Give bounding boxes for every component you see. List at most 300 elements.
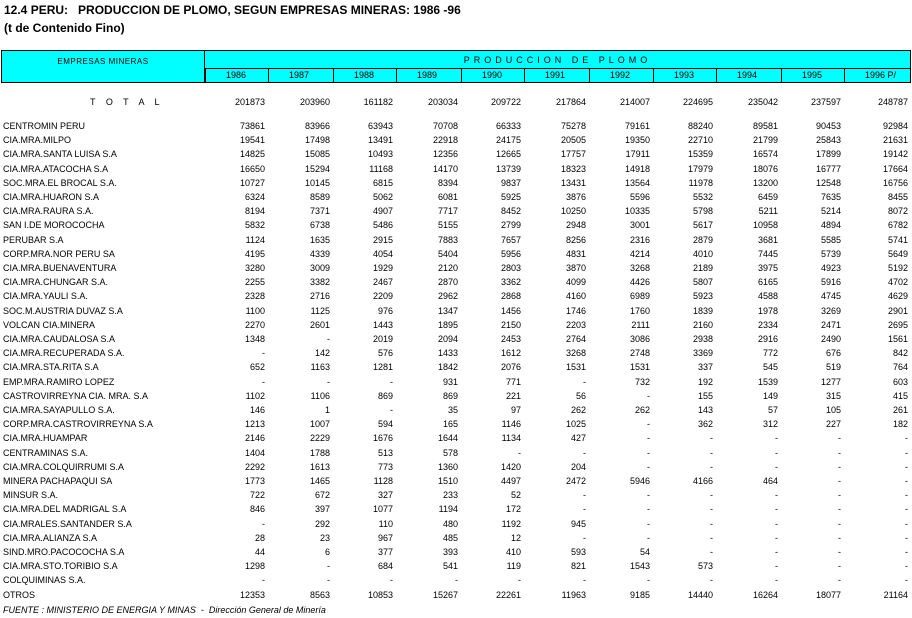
total-value: 235042 <box>747 97 778 107</box>
company-name: CIA.MRA.CHUNGAR S.A. <box>3 277 109 287</box>
table-cell: 1788 <box>309 448 330 458</box>
table-cell: 9185 <box>629 590 650 600</box>
table-cell: 2601 <box>309 320 330 330</box>
company-name: CIA.MRA.STA.RITA S.A <box>3 362 99 372</box>
table-cell: 21631 <box>882 135 908 145</box>
table-cell: 2870 <box>437 277 458 287</box>
table-cell: - <box>583 448 586 458</box>
table-cell: 4497 <box>500 476 521 486</box>
table-cell: 545 <box>762 362 778 372</box>
table-cell: 5946 <box>629 476 650 486</box>
company-name: CENTROMIN PERU <box>3 121 86 131</box>
table-cell: 362 <box>697 419 713 429</box>
table-cell: 233 <box>442 490 458 500</box>
table-cell: 182 <box>892 419 908 429</box>
table-cell: 5062 <box>372 192 393 202</box>
table-cell: 2467 <box>372 277 393 287</box>
header-years-row <box>205 69 911 83</box>
table-cell: 2901 <box>887 306 908 316</box>
year-header: 1992 <box>589 69 653 82</box>
table-cell: - <box>905 448 908 458</box>
table-cell: 2799 <box>500 220 521 230</box>
table-cell: 842 <box>892 348 908 358</box>
table-cell: 1839 <box>692 306 713 316</box>
year-header: 1995 <box>781 69 844 82</box>
table-cell: - <box>710 448 713 458</box>
table-cell: - <box>710 547 713 557</box>
table-cell: - <box>327 334 330 344</box>
table-cell: - <box>838 561 841 571</box>
year-header: 1991 <box>524 69 589 82</box>
table-cell: 397 <box>314 504 330 514</box>
company-name: SAN I.DE MOROCOCHA <box>3 220 105 230</box>
table-cell: - <box>262 377 265 387</box>
table-cell: - <box>775 519 778 529</box>
table-cell: - <box>583 504 586 514</box>
company-name: CIA.MRA.HUAMPAR <box>3 433 88 443</box>
table-cell: 4160 <box>565 291 586 301</box>
table-cell: 17664 <box>882 164 908 174</box>
table-cell: 4339 <box>309 249 330 259</box>
year-header: 1988 <box>333 69 396 82</box>
table-cell: 19142 <box>882 149 908 159</box>
table-cell: - <box>583 490 586 500</box>
table-cell: 464 <box>762 476 778 486</box>
table-cell: 3269 <box>820 306 841 316</box>
table-cell: 1077 <box>372 504 393 514</box>
table-cell: - <box>710 575 713 585</box>
table-cell: 4166 <box>692 476 713 486</box>
year-header: 1987 <box>268 69 333 82</box>
table-cell: 1102 <box>245 391 265 401</box>
table-cell: 1443 <box>372 320 393 330</box>
table-cell: 262 <box>634 405 650 415</box>
table-cell: 1100 <box>245 306 265 316</box>
table-cell: 821 <box>570 561 586 571</box>
table-cell: 2334 <box>757 320 778 330</box>
table-cell: 66333 <box>495 121 521 131</box>
total-value: 217864 <box>555 97 586 107</box>
table-cell: 18323 <box>560 164 586 174</box>
table-cell: 2019 <box>372 334 393 344</box>
table-cell: 79161 <box>624 121 650 131</box>
table-cell: - <box>838 504 841 514</box>
table-cell: - <box>775 561 778 571</box>
table-cell: 1007 <box>309 419 330 429</box>
total-value: 201873 <box>234 97 265 107</box>
table-cell: 10958 <box>752 220 778 230</box>
total-value: 224695 <box>682 97 713 107</box>
table-cell: 846 <box>249 504 265 514</box>
table-cell: 3268 <box>629 263 650 273</box>
table-cell: 5617 <box>692 220 713 230</box>
table-cell: 603 <box>892 377 908 387</box>
table-cell: 337 <box>697 362 713 372</box>
table-cell: 1277 <box>820 377 841 387</box>
table-cell: - <box>583 533 586 543</box>
table-cell: 24175 <box>495 135 521 145</box>
table-cell: 519 <box>825 362 841 372</box>
table-cell: - <box>647 448 650 458</box>
table-cell: - <box>327 561 330 571</box>
table-cell: 10250 <box>560 206 586 216</box>
table-cell: 967 <box>377 533 393 543</box>
table-cell: 172 <box>505 504 521 514</box>
table-cell: 1281 <box>372 362 393 372</box>
company-name: CIA.MRA.HUARON S.A <box>3 192 100 202</box>
table-cell: 2160 <box>692 320 713 330</box>
table-cell: 1760 <box>629 306 650 316</box>
table-cell: 480 <box>442 519 458 529</box>
table-cell: 312 <box>762 419 778 429</box>
table-cell: 16650 <box>239 164 265 174</box>
table-cell: 2203 <box>565 320 586 330</box>
table-cell: - <box>710 462 713 472</box>
table-cell: 18077 <box>815 590 841 600</box>
table-cell: 485 <box>442 533 458 543</box>
table-cell: 13431 <box>560 178 586 188</box>
total-label: T O T A L <box>90 97 164 107</box>
table-cell: 8194 <box>244 206 265 216</box>
table-cell: 262 <box>570 405 586 415</box>
year-header: 1989 <box>396 69 461 82</box>
table-cell: 5404 <box>437 249 458 259</box>
table-cell: 14918 <box>624 164 650 174</box>
table-cell: 8072 <box>887 206 908 216</box>
table-cell: 5832 <box>244 220 265 230</box>
table-cell: 5192 <box>887 263 908 273</box>
table-cell: 7445 <box>757 249 778 259</box>
table-cell: 12665 <box>495 149 521 159</box>
table-cell: 11963 <box>561 590 586 600</box>
table-cell: 652 <box>249 362 265 372</box>
table-cell: - <box>838 433 841 443</box>
table-cell: 5155 <box>437 220 458 230</box>
total-value: 203034 <box>427 97 458 107</box>
table-cell: 1404 <box>244 448 265 458</box>
table-cell: 1929 <box>372 263 393 273</box>
table-cell: - <box>583 377 586 387</box>
table-cell: - <box>775 547 778 557</box>
table-cell: - <box>583 575 586 585</box>
table-cell: 2962 <box>437 291 458 301</box>
table-cell: 2748 <box>629 348 650 358</box>
table-cell: 88240 <box>687 121 713 131</box>
page-title: 12.4 PERU: PRODUCCION DE PLOMO, SEGUN EMPRESAS MINERAS: 1986 -96 <box>4 3 461 17</box>
total-value: 214007 <box>619 97 650 107</box>
table-cell: 5916 <box>820 277 841 287</box>
company-name: EMP.MRA.RAMIRO LOPEZ <box>3 377 115 387</box>
table-cell: 6738 <box>309 220 330 230</box>
table-cell: 5585 <box>820 235 841 245</box>
table-cell: - <box>775 504 778 514</box>
table-cell: 13200 <box>752 178 778 188</box>
table-cell: 105 <box>825 405 841 415</box>
table-cell: 2938 <box>692 334 713 344</box>
table-cell: 17979 <box>687 164 713 174</box>
table-cell: 22261 <box>495 590 521 600</box>
table-cell: 1895 <box>437 320 458 330</box>
table-cell: 773 <box>377 462 393 472</box>
table-cell: 976 <box>377 306 393 316</box>
table-cell: 13564 <box>624 178 650 188</box>
table-cell: 2453 <box>500 334 521 344</box>
table-cell: 1128 <box>373 476 393 486</box>
company-name: CIA.MRA.RECUPERADA S.A. <box>3 348 125 358</box>
table-cell: 1298 <box>244 561 265 571</box>
table-cell: 44 <box>254 547 265 557</box>
table-cell: 19350 <box>624 135 650 145</box>
year-header: 1986 <box>205 69 268 82</box>
table-cell: 2146 <box>244 433 265 443</box>
table-cell: - <box>518 448 521 458</box>
table-cell: 1773 <box>244 476 265 486</box>
table-cell: 2471 <box>820 320 841 330</box>
table-cell: 143 <box>697 405 713 415</box>
table-cell: 17911 <box>625 149 650 159</box>
table-cell: 89581 <box>752 121 778 131</box>
table-cell: 4894 <box>820 220 841 230</box>
company-name: CENTRAMINAS S.A. <box>3 448 89 458</box>
table-cell: 16574 <box>752 149 778 159</box>
table-cell: 1025 <box>565 419 586 429</box>
table-cell: 4099 <box>565 277 586 287</box>
table-cell: 4745 <box>820 291 841 301</box>
table-cell: 1 <box>324 405 330 415</box>
table-cell: 594 <box>377 419 393 429</box>
table-cell: - <box>905 561 908 571</box>
table-cell: 772 <box>762 348 778 358</box>
table-cell: 17899 <box>815 149 841 159</box>
company-name: CORP.MRA.NOR PERU SA <box>3 249 115 259</box>
table-cell: 6165 <box>757 277 778 287</box>
company-name: SIND.MRO.PACOCOCHA S.A <box>3 547 125 557</box>
table-cell: 10145 <box>304 178 330 188</box>
table-cell: 4588 <box>757 291 778 301</box>
table-cell: - <box>647 462 650 472</box>
table-cell: - <box>775 533 778 543</box>
company-name: MINERA PACHAPAQUI SA <box>3 476 113 486</box>
table-cell: 56 <box>575 391 586 401</box>
table-cell: 576 <box>377 348 393 358</box>
table-cell: 6989 <box>629 291 650 301</box>
table-cell: 1531 <box>629 362 650 372</box>
table-cell: 1106 <box>310 391 330 401</box>
total-value: 203960 <box>299 97 330 107</box>
page-subtitle: (t de Contenido Fino) <box>4 21 125 35</box>
table-cell: 2150 <box>500 320 521 330</box>
company-name: MINSUR S.A. <box>3 490 59 500</box>
table-cell: 1842 <box>437 362 458 372</box>
company-name: CIA.MRA.CAUDALOSA S.A <box>3 334 116 344</box>
table-cell: 1676 <box>372 433 393 443</box>
table-cell: 4426 <box>629 277 650 287</box>
table-cell: 2255 <box>244 277 265 287</box>
table-cell: - <box>647 391 650 401</box>
company-name: SOC.M.AUSTRIA DUVAZ S.A <box>3 306 123 316</box>
table-cell: 149 <box>762 391 778 401</box>
table-cell: 3870 <box>565 263 586 273</box>
table-cell: 945 <box>570 519 586 529</box>
table-cell: 17498 <box>304 135 330 145</box>
table-cell: 327 <box>377 490 393 500</box>
table-cell: 6782 <box>887 220 908 230</box>
company-name: CIA.MRA.ALIANZA S.A <box>3 533 98 543</box>
table-cell: 7717 <box>437 206 458 216</box>
table-cell: 1348 <box>244 334 265 344</box>
table-cell: 15267 <box>432 590 458 600</box>
table-cell: - <box>390 575 393 585</box>
table-cell: 10493 <box>367 149 393 159</box>
table-cell: 7371 <box>309 206 330 216</box>
total-value: 209722 <box>490 97 521 107</box>
table-cell: 73861 <box>239 121 265 131</box>
table-cell: 4054 <box>372 249 393 259</box>
company-name: CIA.MRA.STO.TORIBIO S.A <box>3 561 118 571</box>
company-name: CIA.MRA.BUENAVENTURA <box>3 263 117 273</box>
table-cell: 2916 <box>757 334 778 344</box>
table-cell: 6 <box>324 547 330 557</box>
company-name: SOC.MRA.EL BROCAL S.A. <box>3 178 117 188</box>
table-cell: - <box>905 490 908 500</box>
table-cell: 4195 <box>244 249 265 259</box>
table-cell: - <box>390 377 393 387</box>
year-header: 1994 <box>716 69 781 82</box>
table-cell: 676 <box>825 348 841 358</box>
table-cell: 1746 <box>565 306 586 316</box>
table-cell: 2695 <box>887 320 908 330</box>
company-name: CIA.MRA.MILPO <box>3 135 72 145</box>
table-cell: 12353 <box>239 590 265 600</box>
table-cell: 1978 <box>757 306 778 316</box>
table-cell: 869 <box>442 391 458 401</box>
table-cell: 16756 <box>882 178 908 188</box>
table-cell: 54 <box>639 547 650 557</box>
header-production-label: PRODUCCION DE PLOMO <box>463 55 652 65</box>
table-cell: 57 <box>767 405 778 415</box>
table-cell: - <box>647 490 650 500</box>
table-cell: 5596 <box>629 192 650 202</box>
table-cell: 204 <box>570 462 586 472</box>
table-cell: 3001 <box>629 220 650 230</box>
table-cell: 684 <box>377 561 393 571</box>
table-cell: 16264 <box>752 590 778 600</box>
table-cell: 1635 <box>309 235 330 245</box>
table-cell: 1531 <box>565 362 586 372</box>
table-cell: - <box>905 533 908 543</box>
table-cell: 2716 <box>309 291 330 301</box>
table-cell: 1192 <box>501 519 521 529</box>
table-cell: 771 <box>505 377 521 387</box>
table-cell: - <box>647 433 650 443</box>
table-cell: - <box>390 405 393 415</box>
table-cell: 1612 <box>500 348 521 358</box>
table-cell: 83966 <box>304 121 330 131</box>
table-cell: - <box>905 547 908 557</box>
company-name: CORP.MRA.CASTROVIRREYNA S.A <box>3 419 153 429</box>
year-header: 1993 <box>653 69 716 82</box>
table-cell: 3280 <box>244 263 265 273</box>
table-cell: 52 <box>510 490 521 500</box>
table-cell: 1644 <box>437 433 458 443</box>
table-cell: - <box>905 476 908 486</box>
table-cell: 22918 <box>432 135 458 145</box>
table-cell: 732 <box>634 377 650 387</box>
company-name: CIA.MRALES.SANTANDER S.A <box>3 519 132 529</box>
table-cell: 221 <box>505 391 521 401</box>
table-cell: 3362 <box>500 277 521 287</box>
table-cell: 5741 <box>887 235 908 245</box>
table-cell: 23 <box>319 533 330 543</box>
table-cell: 8394 <box>437 178 458 188</box>
company-name: CIA.MRA.COLQUIRRUMI S.A <box>3 462 125 472</box>
table-cell: - <box>647 419 650 429</box>
table-cell: 8563 <box>309 590 330 600</box>
table-cell: - <box>838 547 841 557</box>
table-cell: 3369 <box>692 348 713 358</box>
table-cell: 3009 <box>309 263 330 273</box>
table-cell: 3086 <box>629 334 650 344</box>
table-cell: 9837 <box>500 178 521 188</box>
table-cell: 5211 <box>758 206 778 216</box>
table-cell: 2472 <box>565 476 586 486</box>
table-cell: 8589 <box>309 192 330 202</box>
table-cell: 3268 <box>565 348 586 358</box>
table-cell: - <box>905 519 908 529</box>
table-cell: 2094 <box>437 334 458 344</box>
table-cell: 16777 <box>815 164 841 174</box>
company-name: OTROS <box>3 590 36 600</box>
table-cell: 5649 <box>887 249 908 259</box>
total-value: 237597 <box>810 97 841 107</box>
table-cell: 1420 <box>500 462 521 472</box>
company-name: CIA.MRA.RAURA S.A. <box>3 206 94 216</box>
table-cell: 6459 <box>757 192 778 202</box>
table-cell: 13491 <box>367 135 393 145</box>
table-cell: 70708 <box>432 121 458 131</box>
table-cell: 14825 <box>239 149 265 159</box>
table-cell: 5486 <box>372 220 393 230</box>
company-name: CIA.MRA.YAULI S.A. <box>3 291 88 301</box>
table-cell: 4214 <box>629 249 650 259</box>
total-value: 248787 <box>877 97 908 107</box>
table-cell: 593 <box>570 547 586 557</box>
table-cell: 8455 <box>887 192 908 202</box>
table-cell: 1213 <box>244 419 265 429</box>
company-name: CIA.MRA.DEL MADRIGAL S.A <box>3 504 127 514</box>
table-cell: - <box>775 462 778 472</box>
table-cell: 4831 <box>565 249 586 259</box>
table-cell: 4010 <box>692 249 713 259</box>
table-cell: - <box>905 504 908 514</box>
table-cell: 22710 <box>687 135 713 145</box>
table-cell: 146 <box>249 405 265 415</box>
year-header: 1996 P/ <box>844 69 908 82</box>
table-cell: 3975 <box>757 263 778 273</box>
table-cell: 1124 <box>245 235 265 245</box>
table-cell: 5807 <box>692 277 713 287</box>
table-cell: 541 <box>442 561 458 571</box>
table-cell: 25843 <box>815 135 841 145</box>
table-cell: 2189 <box>692 263 713 273</box>
table-cell: 1125 <box>310 306 330 316</box>
table-cell: 261 <box>892 405 908 415</box>
table-cell: - <box>647 504 650 514</box>
table-cell: 415 <box>892 391 908 401</box>
table-cell: - <box>775 575 778 585</box>
table-cell: 18076 <box>752 164 778 174</box>
table-cell: 2490 <box>820 334 841 344</box>
